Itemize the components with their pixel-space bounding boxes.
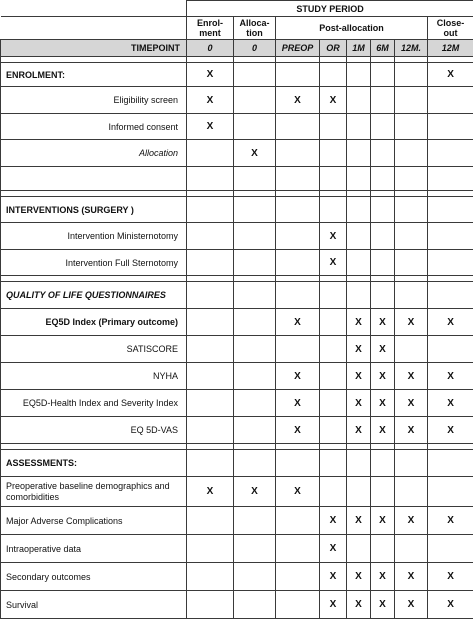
section-title: QUALITY OF LIFE QUESTIONNAIRES bbox=[1, 282, 187, 309]
mark-cell: X bbox=[395, 417, 428, 444]
mark-cell: X bbox=[371, 507, 395, 535]
mark-cell bbox=[187, 140, 234, 167]
mark-cell: X bbox=[187, 477, 234, 507]
mark-cell bbox=[428, 140, 473, 167]
mark-cell: X bbox=[347, 507, 371, 535]
mark-cell bbox=[395, 250, 428, 276]
mark-cell: X bbox=[320, 250, 347, 276]
mark-cell bbox=[234, 507, 276, 535]
table-row bbox=[1, 507, 473, 535]
timepoint-cell: 0 bbox=[234, 40, 276, 57]
timepoint-cell: OR bbox=[320, 40, 347, 57]
row-label: Informed consent bbox=[1, 114, 187, 140]
timepoint-cell: 6M bbox=[371, 40, 395, 57]
mark-cell bbox=[320, 477, 347, 507]
mark-cell: X bbox=[395, 591, 428, 619]
mark-cell: X bbox=[428, 417, 473, 444]
mark-cell bbox=[276, 223, 320, 250]
mark-cell bbox=[347, 250, 371, 276]
row-label: Preoperative baseline demographics and comorbidities bbox=[1, 477, 187, 507]
mark-cell bbox=[428, 87, 473, 114]
mark-cell: X bbox=[428, 309, 473, 336]
mark-cell bbox=[347, 223, 371, 250]
mark-cell bbox=[395, 336, 428, 363]
table-row bbox=[1, 390, 473, 417]
mark-cell bbox=[347, 535, 371, 563]
mark-cell bbox=[320, 390, 347, 417]
row-label: SATISCORE bbox=[1, 336, 187, 363]
mark-cell bbox=[187, 223, 234, 250]
study-period-header: STUDY PERIOD bbox=[187, 1, 473, 17]
mark-cell bbox=[234, 63, 276, 87]
mark-cell bbox=[234, 417, 276, 444]
mark-cell: X bbox=[428, 563, 473, 591]
mark-cell bbox=[276, 250, 320, 276]
mark-cell bbox=[347, 63, 371, 87]
mark-cell bbox=[371, 63, 395, 87]
mark-cell bbox=[187, 535, 234, 563]
table-row bbox=[1, 563, 473, 591]
mark-cell: X bbox=[320, 591, 347, 619]
mark-cell bbox=[371, 140, 395, 167]
mark-cell: X bbox=[428, 63, 473, 87]
mark-cell: X bbox=[371, 591, 395, 619]
mark-cell: X bbox=[347, 363, 371, 390]
mark-cell: X bbox=[187, 114, 234, 140]
table-row bbox=[1, 363, 473, 390]
table-row bbox=[1, 309, 473, 336]
mark-cell: X bbox=[347, 390, 371, 417]
mark-cell: X bbox=[276, 417, 320, 444]
mark-cell bbox=[234, 535, 276, 563]
mark-cell bbox=[276, 63, 320, 87]
mark-cell bbox=[187, 363, 234, 390]
table-row bbox=[1, 477, 473, 507]
mark-cell bbox=[347, 140, 371, 167]
table-row bbox=[1, 336, 473, 363]
mark-cell bbox=[395, 140, 428, 167]
mark-cell bbox=[187, 250, 234, 276]
mark-cell bbox=[428, 114, 473, 140]
mark-cell: X bbox=[428, 390, 473, 417]
mark-cell: X bbox=[395, 363, 428, 390]
table-row bbox=[1, 417, 473, 444]
mark-cell: X bbox=[276, 390, 320, 417]
header-corner bbox=[1, 1, 187, 17]
mark-cell bbox=[320, 63, 347, 87]
timepoint-cell: 1M bbox=[347, 40, 371, 57]
mark-cell bbox=[347, 477, 371, 507]
mark-cell bbox=[187, 417, 234, 444]
mark-cell bbox=[276, 336, 320, 363]
section-row-qol bbox=[1, 282, 473, 309]
section-title: INTERVENTIONS (SURGERY ) bbox=[1, 197, 187, 223]
timepoint-label: TIMEPOINT bbox=[1, 40, 187, 57]
mark-cell bbox=[395, 477, 428, 507]
mark-cell: X bbox=[320, 563, 347, 591]
mark-cell bbox=[276, 140, 320, 167]
mark-cell bbox=[395, 535, 428, 563]
header-row-phases bbox=[1, 17, 473, 40]
mark-cell: X bbox=[320, 87, 347, 114]
row-label: Intervention Ministernotomy bbox=[1, 223, 187, 250]
mark-cell: X bbox=[276, 477, 320, 507]
table-row bbox=[1, 114, 473, 140]
mark-cell: X bbox=[276, 309, 320, 336]
mark-cell: X bbox=[371, 390, 395, 417]
mark-cell bbox=[276, 563, 320, 591]
mark-cell bbox=[187, 507, 234, 535]
table-row bbox=[1, 87, 473, 114]
header-spacer bbox=[1, 17, 187, 40]
mark-cell: X bbox=[276, 363, 320, 390]
mark-cell: X bbox=[428, 591, 473, 619]
mark-cell: X bbox=[371, 309, 395, 336]
mark-cell bbox=[234, 591, 276, 619]
table-row bbox=[1, 140, 473, 167]
allocation-phase-header: Alloca-tion bbox=[234, 17, 276, 40]
mark-cell bbox=[428, 477, 473, 507]
timepoint-cell: PREOP bbox=[276, 40, 320, 57]
mark-cell bbox=[320, 336, 347, 363]
blank-row bbox=[1, 167, 473, 191]
table-row bbox=[1, 535, 473, 563]
mark-cell: X bbox=[347, 309, 371, 336]
mark-cell bbox=[234, 390, 276, 417]
section-title: ASSESSMENTS: bbox=[1, 450, 187, 477]
mark-cell bbox=[187, 390, 234, 417]
mark-cell bbox=[395, 223, 428, 250]
section-row-enrolment bbox=[1, 63, 473, 87]
section-title: ENROLMENT: bbox=[1, 63, 187, 87]
section-row-interventions bbox=[1, 197, 473, 223]
mark-cell bbox=[234, 336, 276, 363]
mark-cell bbox=[234, 87, 276, 114]
mark-cell: X bbox=[276, 87, 320, 114]
mark-cell bbox=[187, 563, 234, 591]
header-row-study-period bbox=[1, 1, 473, 17]
mark-cell bbox=[234, 363, 276, 390]
table-row bbox=[1, 591, 473, 619]
mark-cell bbox=[234, 114, 276, 140]
table-row bbox=[1, 250, 473, 276]
mark-cell: X bbox=[320, 507, 347, 535]
mark-cell bbox=[320, 140, 347, 167]
mark-cell bbox=[395, 87, 428, 114]
row-label: EQ 5D-VAS bbox=[1, 417, 187, 444]
mark-cell: X bbox=[428, 507, 473, 535]
close-out-phase-header: Close-out bbox=[428, 17, 473, 40]
mark-cell bbox=[234, 563, 276, 591]
row-label: Intraoperative data bbox=[1, 535, 187, 563]
mark-cell bbox=[371, 87, 395, 114]
mark-cell: X bbox=[371, 563, 395, 591]
row-label: Major Adverse Complications bbox=[1, 507, 187, 535]
mark-cell bbox=[428, 336, 473, 363]
timepoint-cell: 0 bbox=[187, 40, 234, 57]
row-label: EQ5D Index (Primary outcome) bbox=[1, 309, 187, 336]
mark-cell: X bbox=[320, 223, 347, 250]
mark-cell: X bbox=[395, 309, 428, 336]
timepoint-cell: 12M. bbox=[395, 40, 428, 57]
mark-cell bbox=[276, 507, 320, 535]
mark-cell bbox=[276, 535, 320, 563]
mark-cell: X bbox=[371, 417, 395, 444]
row-label: Allocation bbox=[1, 140, 187, 167]
mark-cell: X bbox=[347, 591, 371, 619]
mark-cell: X bbox=[371, 336, 395, 363]
mark-cell bbox=[371, 114, 395, 140]
row-label: Intervention Full Sternotomy bbox=[1, 250, 187, 276]
mark-cell bbox=[276, 591, 320, 619]
timepoint-row bbox=[1, 40, 473, 57]
mark-cell bbox=[371, 477, 395, 507]
mark-cell: X bbox=[347, 417, 371, 444]
mark-cell: X bbox=[395, 563, 428, 591]
mark-cell: X bbox=[320, 535, 347, 563]
mark-cell bbox=[187, 309, 234, 336]
mark-cell bbox=[234, 223, 276, 250]
mark-cell: X bbox=[428, 363, 473, 390]
mark-cell: X bbox=[234, 140, 276, 167]
mark-cell bbox=[371, 535, 395, 563]
mark-cell bbox=[428, 535, 473, 563]
mark-cell: X bbox=[371, 363, 395, 390]
mark-cell bbox=[347, 114, 371, 140]
mark-cell bbox=[395, 114, 428, 140]
mark-cell bbox=[347, 87, 371, 114]
mark-cell bbox=[395, 63, 428, 87]
mark-cell bbox=[234, 250, 276, 276]
mark-cell bbox=[371, 250, 395, 276]
mark-cell bbox=[371, 223, 395, 250]
row-label: Eligibility screen bbox=[1, 87, 187, 114]
mark-cell: X bbox=[395, 390, 428, 417]
row-label: Survival bbox=[1, 591, 187, 619]
mark-cell: X bbox=[347, 563, 371, 591]
mark-cell bbox=[428, 223, 473, 250]
mark-cell: X bbox=[187, 87, 234, 114]
mark-cell: X bbox=[347, 336, 371, 363]
mark-cell: X bbox=[234, 477, 276, 507]
mark-cell bbox=[320, 309, 347, 336]
row-label: Secondary outcomes bbox=[1, 563, 187, 591]
mark-cell bbox=[428, 250, 473, 276]
enrolment-phase-header: Enrol-ment bbox=[187, 17, 234, 40]
row-label: NYHA bbox=[1, 363, 187, 390]
mark-cell bbox=[320, 417, 347, 444]
section-row-assessments bbox=[1, 450, 473, 477]
mark-cell bbox=[320, 363, 347, 390]
mark-cell bbox=[234, 309, 276, 336]
mark-cell bbox=[187, 336, 234, 363]
timepoint-cell: 12M bbox=[428, 40, 473, 57]
mark-cell bbox=[276, 114, 320, 140]
mark-cell: X bbox=[395, 507, 428, 535]
row-label: EQ5D-Health Index and Severity Index bbox=[1, 390, 187, 417]
mark-cell: X bbox=[187, 63, 234, 87]
table-row bbox=[1, 223, 473, 250]
mark-cell bbox=[187, 591, 234, 619]
mark-cell bbox=[320, 114, 347, 140]
post-allocation-phase-header: Post-allocation bbox=[276, 17, 428, 40]
